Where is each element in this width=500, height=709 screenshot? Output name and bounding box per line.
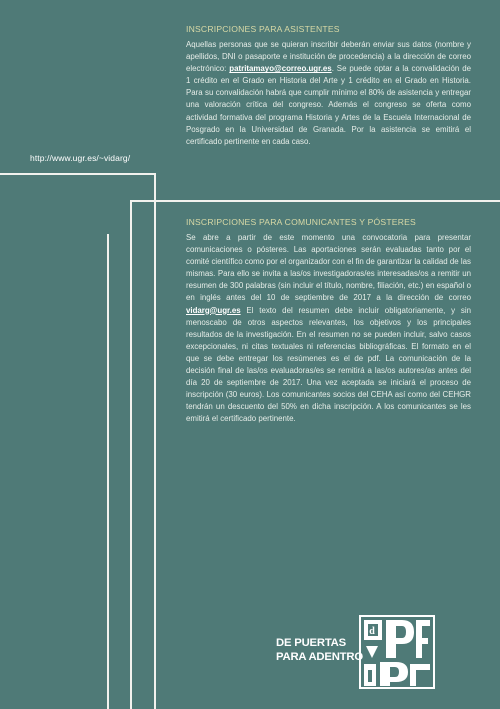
svg-text:d: d	[369, 626, 375, 637]
section-asistentes	[186, 24, 471, 148]
text-comunicantes-2: El texto del resumen debe incluir obligatoriamente, y sin menoscabo de otros aspectos relevantes, los objetivos y los principales resultados de la investigación. En el resumen no se pueden incluir, salvo casos excepcionales, ni citas textuales ni referencias bibliográficas. El formato en el que se debe entregar los resúmenes es el de pdf. La comunicación de la decisión final de las/os evaluadoras/es se remitirá a las/os autores/as antes del día 20 de septiembre de 2017. Una vez aceptada se iniciará el proceso de inscripción (30 euros). Los comunicantes socios del CEHA así como del CEHGR tendrán un descuento del 50% en dicha inscripción. A los comunicantes se les emitirá el certificado pertinente.	[186, 305, 471, 424]
logo-text	[276, 636, 363, 664]
logo-monogram-icon	[358, 614, 436, 690]
section-comunicantes	[186, 217, 471, 426]
email-link-comunicantes[interactable]: vidarg@ugr.es	[186, 305, 241, 315]
heading-asistentes: INSCRIPCIONES PARA ASISTENTES	[186, 24, 340, 34]
text-comunicantes-1: Se abre a partir de este momento una convocatoria para presentar comunicaciones o pósteres. Las aportaciones serán evaluadas tanto por el comité científico como por el organizador con el fin de garantizar la calidad de las mismas. Para ello se invita a las/os investigadoras/es interesadas/os a remitir un resumen de 300 palabras (sin incluir el título, nombre, filiación, etc.) en español o en inglés antes del 10 de septiembre de 2017 a la dirección de correo	[186, 233, 471, 303]
heading-comunicantes: INSCRIPCIONES PARA COMUNICANTES Y PÓSTERES	[186, 217, 416, 227]
text-asistentes-2: . Se puede optar a la convalidación de 1 crédito en el Grado en Historia del Arte y 1 crédito en el Grado en Historia. Para su convalidación habrá que cumplir mínimo el 80% de asistencia y entregar una valoración crítica del congreso. Además el congreso se oferta como actividad formativa del programa Historia y Artes de la Escuela Internacional de Posgrado en la Universidad de Granada. Por la asistencia se emitirá el certificado pertinente en cada caso.	[186, 64, 471, 146]
text-asistentes-1: Aquellas personas que se quieran inscribir deberán enviar sus datos (nombre y apellidos, DNI o pasaporte e institución de procedencia) a la dirección de correo electrónico:	[186, 40, 471, 74]
frame-line-vertical-2	[130, 200, 132, 709]
paragraph-comunicantes	[186, 232, 471, 426]
frame-line-horizontal-2	[130, 200, 500, 202]
logo-line-2: PARA ADENTRO	[276, 651, 363, 663]
frame-line-vertical-1	[154, 173, 156, 709]
frame-line-vertical-3	[107, 234, 109, 709]
email-link-asistentes[interactable]: patritamayo@correo.ugr.es	[229, 64, 332, 74]
logo-line-1: DE PUERTAS	[276, 637, 346, 649]
frame-line-horizontal-1	[0, 173, 156, 175]
website-url[interactable]: http://www.ugr.es/~vidarg/	[30, 153, 131, 163]
paragraph-asistentes	[186, 39, 471, 148]
